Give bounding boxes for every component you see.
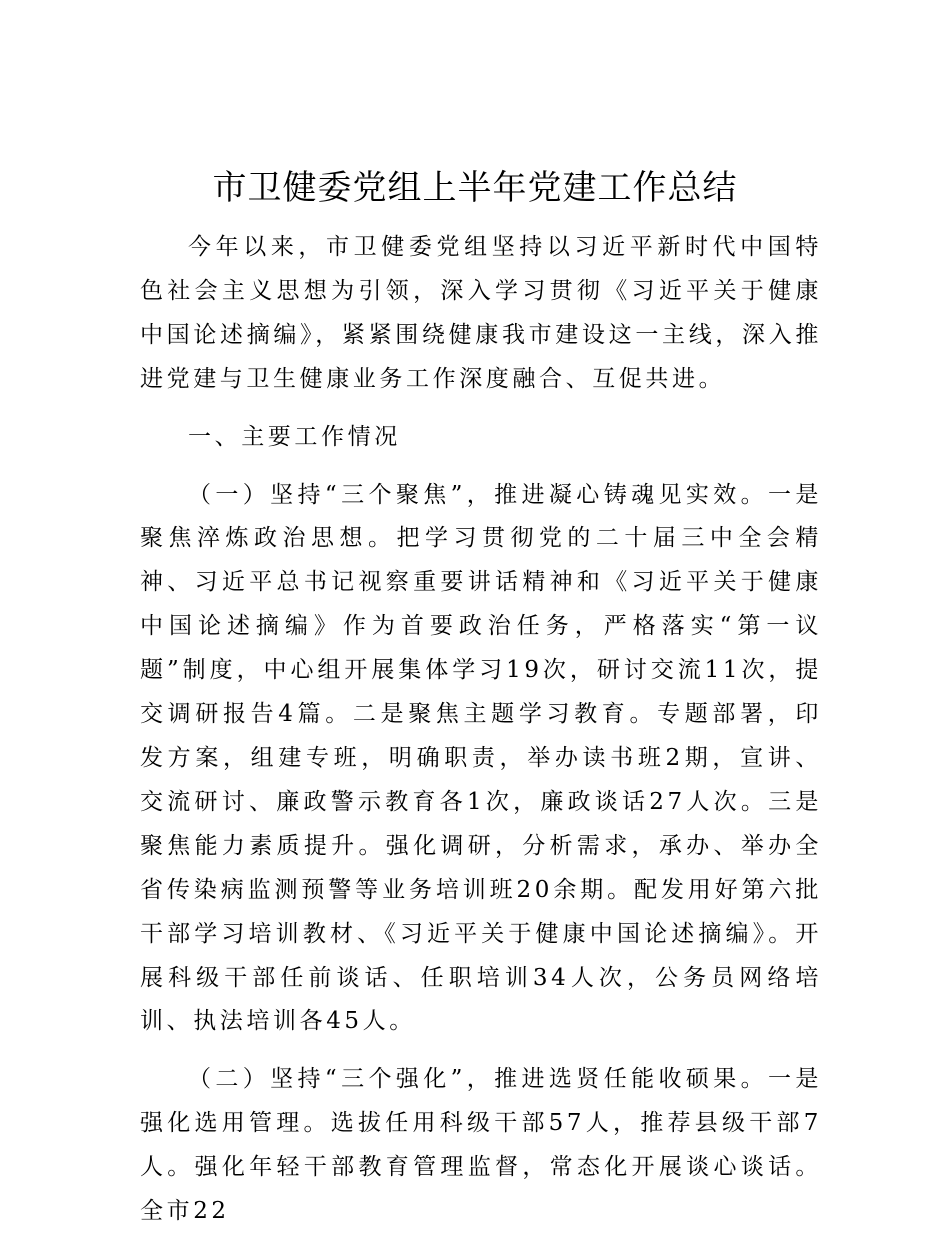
document-body [140, 226, 822, 1248]
document-title: 市卫健委党组上半年党建工作总结 [212, 168, 738, 208]
section-heading: 一、主要工作情况 [188, 423, 401, 450]
body-paragraph: （二）坚持“三个强化”，推进选贤任能收硕果。一是强化选用管理。选拔任用科级干部57人，推荐县级干部7人。强化年轻干部教育管理监督，常态化开展谈心谈话。全市22 [140, 1066, 822, 1225]
intro-paragraph: 今年以来，市卫健委党组坚持以习近平新时代中国特色社会主义思想为引领，深入学习贯彻《习近平关于健康中国论述摘编》，紧紧围绕健康我市建设这一主线，深入推进党建与卫生健康业务工作深度融合、互促共进。 [140, 234, 822, 392]
body-paragraph: （一）坚持“三个聚焦”，推进凝心铸魂见实效。一是聚焦淬炼政治思想。把学习贯彻党的二十届三中全会精神、习近平总书记视察重要讲话精神和《习近平关于健康中国论述摘编》作为首要政治任务，严格落实“第一议题”制度，中心组开展集体学习19次，研讨交流11次，提交调研报告4篇。二是聚焦主题学习教育。专题部署，印发方案，组建专班，明确职责，举办读书班2期，宣讲、交流研讨、廉政警示教育各1次，廉政谈话27人次。三是聚焦能力素质提升。强化调研，分析需求，承办、举办全省传染病监测预警等业务培训班20余期。配发用好第六批干部学习培训教材、《习近平关于健康中国论述摘编》。开展科级干部任前谈话、任职培训34人次，公务员网络培训、执法培训各45人。 [140, 481, 822, 1035]
